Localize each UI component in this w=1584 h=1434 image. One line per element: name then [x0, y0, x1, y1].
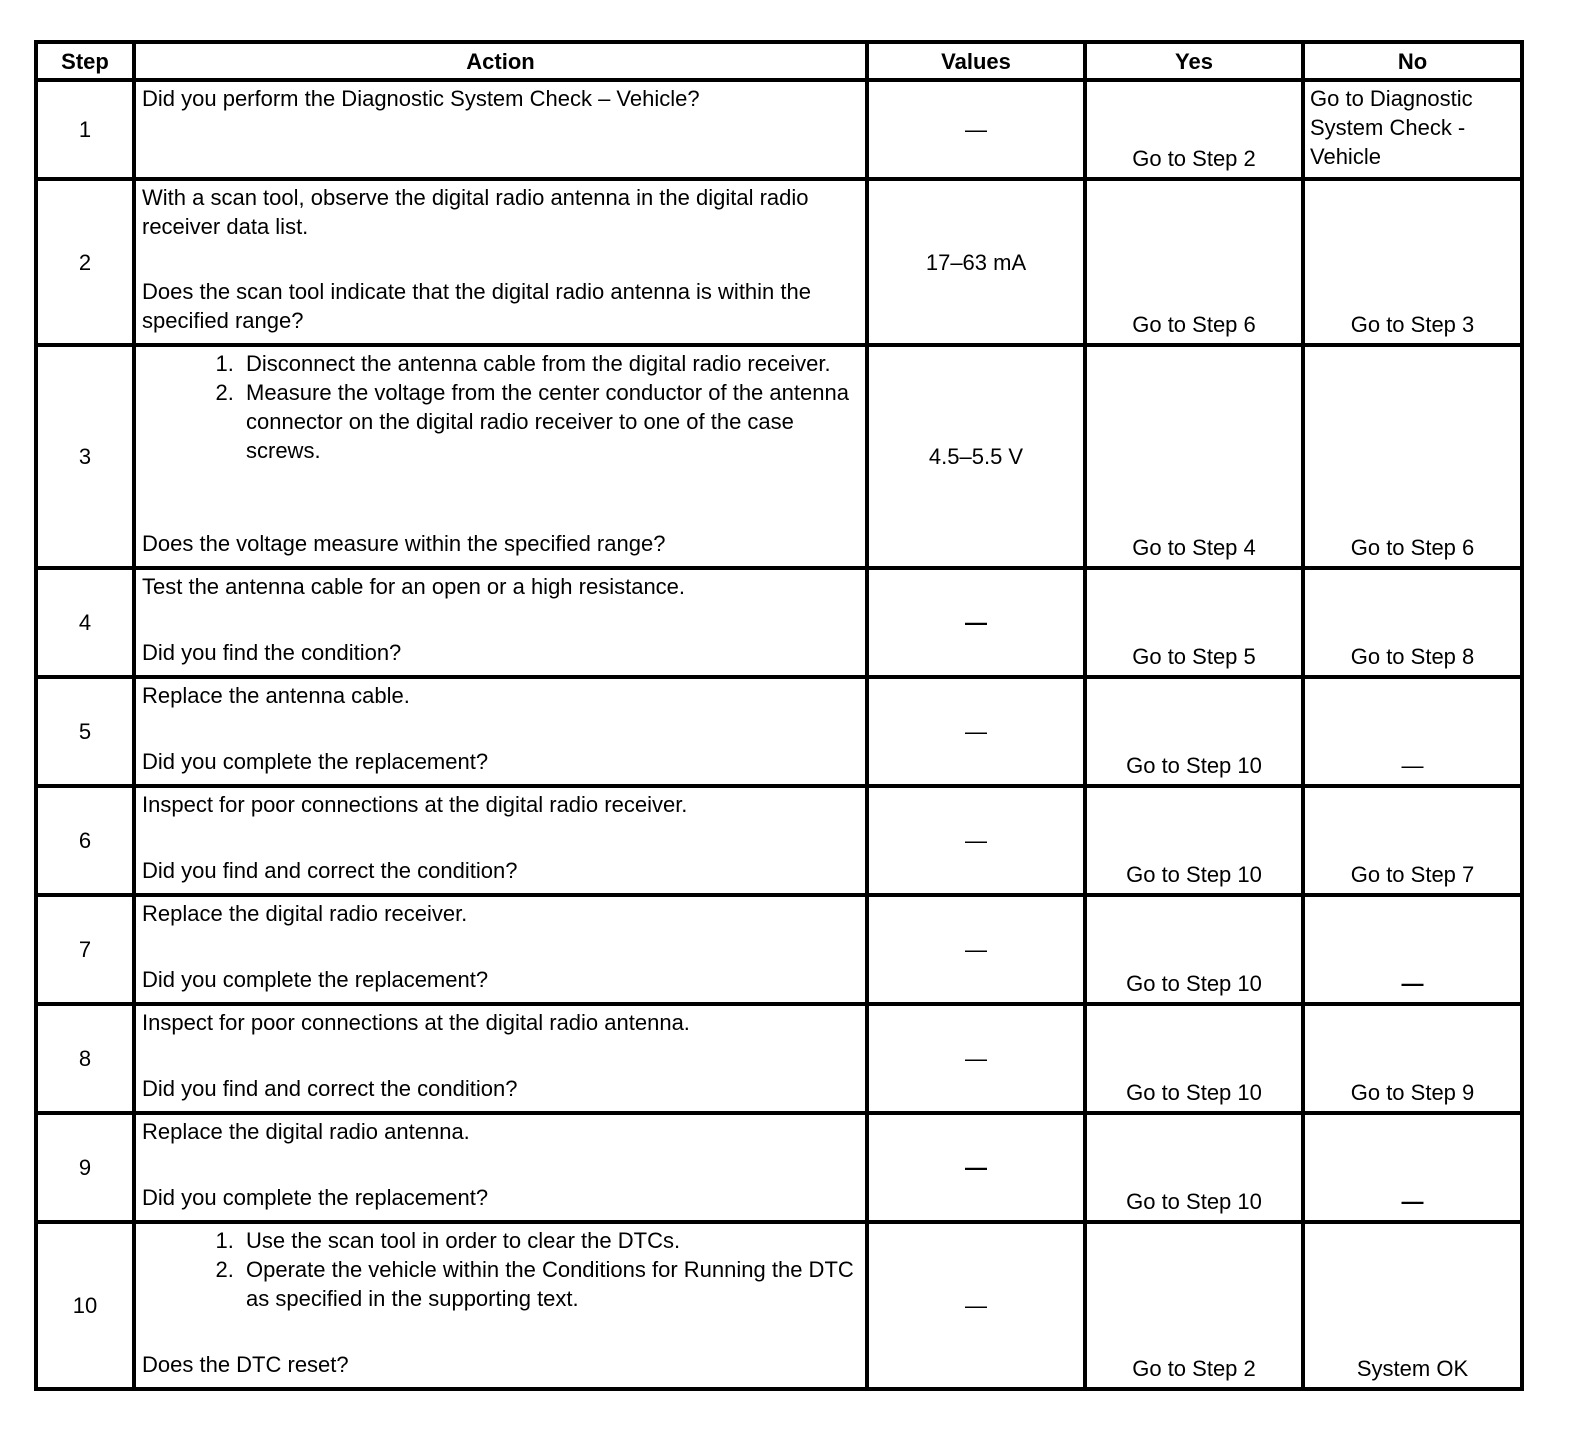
- action-list-item: 1. Use the scan tool in order to clear the DTCs.: [240, 1226, 859, 1255]
- action-cell: [134, 345, 867, 568]
- table-row: [36, 80, 1522, 179]
- yes-cell: Go to Step 10: [1085, 1113, 1303, 1222]
- action-text: Test the antenna cable for an open or a high resistance.: [142, 574, 686, 599]
- diagnostic-table: [34, 40, 1524, 1391]
- step-number: 1: [36, 80, 134, 179]
- table-row: [36, 179, 1522, 345]
- action-list-item: 2. Measure the voltage from the center conductor of the antenna connector on the digital radio receiver to one of the case screws.: [240, 378, 859, 465]
- yes-cell: Go to Step 2: [1085, 1222, 1303, 1389]
- action-question: Did you complete the replacement?: [142, 749, 489, 774]
- action-cell: [134, 568, 867, 677]
- action-list-item: 2. Operate the vehicle within the Conditions for Running the DTC as specified in the supporting text.: [240, 1255, 859, 1313]
- step-number: 6: [36, 786, 134, 895]
- no-cell: Go to Diagnostic System Check - Vehicle: [1303, 80, 1522, 179]
- yes-cell: Go to Step 10: [1085, 1004, 1303, 1113]
- action-cell: [134, 677, 867, 786]
- table-row: [36, 1004, 1522, 1113]
- step-number: 3: [36, 345, 134, 568]
- value-cell: 4.5–5.5 V: [867, 345, 1085, 568]
- table-header-row: [36, 42, 1522, 80]
- value-cell: —: [867, 786, 1085, 895]
- no-cell: —: [1303, 677, 1522, 786]
- step-number: 5: [36, 677, 134, 786]
- yes-cell: Go to Step 2: [1085, 80, 1303, 179]
- step-number: 9: [36, 1113, 134, 1222]
- action-text: Replace the digital radio antenna.: [142, 1119, 470, 1144]
- value-cell: —: [867, 1004, 1085, 1113]
- action-text: Replace the antenna cable.: [142, 683, 410, 708]
- step-number: 4: [36, 568, 134, 677]
- action-question: Did you find and correct the condition?: [142, 1076, 518, 1101]
- action-question: Does the voltage measure within the specified range?: [142, 531, 666, 556]
- step-number: 2: [36, 179, 134, 345]
- yes-cell: Go to Step 10: [1085, 677, 1303, 786]
- action-cell: [134, 80, 867, 179]
- value-cell: —: [867, 1113, 1085, 1222]
- action-list-item: 1. Disconnect the antenna cable from the digital radio receiver.: [240, 349, 859, 378]
- no-cell: —: [1303, 1113, 1522, 1222]
- yes-cell: Go to Step 6: [1085, 179, 1303, 345]
- value-cell: —: [867, 677, 1085, 786]
- action-cell: [134, 895, 867, 1004]
- yes-cell: Go to Step 4: [1085, 345, 1303, 568]
- no-cell: System OK: [1303, 1222, 1522, 1389]
- header-action: Action: [134, 42, 867, 80]
- step-number: 8: [36, 1004, 134, 1113]
- yes-cell: Go to Step 10: [1085, 895, 1303, 1004]
- no-cell: Go to Step 7: [1303, 786, 1522, 895]
- action-list: [142, 349, 859, 465]
- action-question: Did you find and correct the condition?: [142, 858, 518, 883]
- step-number: 7: [36, 895, 134, 1004]
- value-cell: —: [867, 1222, 1085, 1389]
- action-question: Does the DTC reset?: [142, 1352, 349, 1377]
- header-no: No: [1303, 42, 1522, 80]
- table-row: [36, 345, 1522, 568]
- action-text: Inspect for poor connections at the digital radio receiver.: [142, 792, 688, 817]
- table-row: [36, 568, 1522, 677]
- no-cell: Go to Step 8: [1303, 568, 1522, 677]
- value-cell: —: [867, 568, 1085, 677]
- action-cell: [134, 179, 867, 345]
- header-yes: Yes: [1085, 42, 1303, 80]
- table-row: [36, 1222, 1522, 1389]
- action-text: Replace the digital radio receiver.: [142, 901, 468, 926]
- diagnostic-table-container: [34, 40, 1524, 1391]
- step-number: 10: [36, 1222, 134, 1389]
- action-question: Does the scan tool indicate that the digital radio antenna is within the specified range?: [142, 279, 811, 333]
- action-text: Did you perform the Diagnostic System Check – Vehicle?: [142, 86, 700, 111]
- header-step: Step: [36, 42, 134, 80]
- value-cell: 17–63 mA: [867, 179, 1085, 345]
- yes-cell: Go to Step 5: [1085, 568, 1303, 677]
- action-list: [142, 1226, 859, 1313]
- table-row: [36, 1113, 1522, 1222]
- action-cell: [134, 1113, 867, 1222]
- yes-cell: Go to Step 10: [1085, 786, 1303, 895]
- no-cell: Go to Step 3: [1303, 179, 1522, 345]
- table-row: [36, 786, 1522, 895]
- value-cell: —: [867, 80, 1085, 179]
- action-cell: [134, 1222, 867, 1389]
- action-cell: [134, 1004, 867, 1113]
- action-text: Inspect for poor connections at the digital radio antenna.: [142, 1010, 690, 1035]
- action-text: With a scan tool, observe the digital radio antenna in the digital radio receiver data list.: [142, 185, 809, 239]
- no-cell: Go to Step 9: [1303, 1004, 1522, 1113]
- table-row: [36, 677, 1522, 786]
- action-question: Did you complete the replacement?: [142, 1185, 489, 1210]
- header-values: Values: [867, 42, 1085, 80]
- no-cell: Go to Step 6: [1303, 345, 1522, 568]
- action-question: Did you complete the replacement?: [142, 967, 489, 992]
- no-cell: —: [1303, 895, 1522, 1004]
- action-question: Did you find the condition?: [142, 640, 402, 665]
- value-cell: —: [867, 895, 1085, 1004]
- action-cell: [134, 786, 867, 895]
- table-row: [36, 895, 1522, 1004]
